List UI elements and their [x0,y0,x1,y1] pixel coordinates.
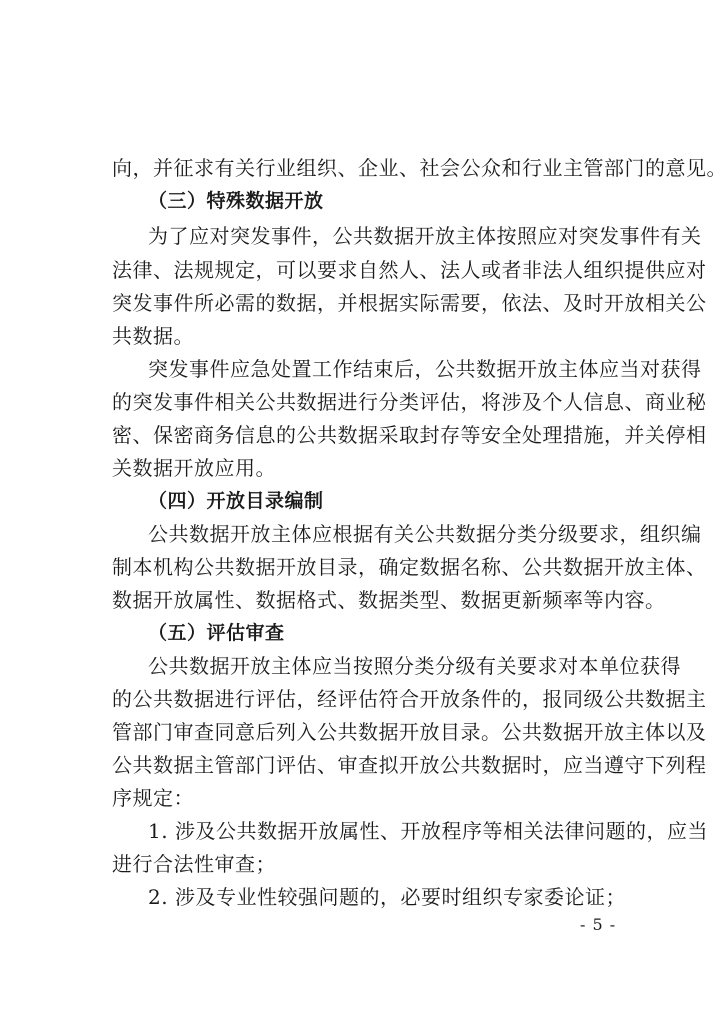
text-line: 共数据。 [112,324,194,348]
text-line: 密、保密商务信息的公共数据采取封存等安全处理措施，并关停相 [112,423,707,447]
text-line: 的公共数据进行评估，经评估符合开放条件的，报同级公共数据主 [112,687,707,711]
text-line: 进行合法性审查； [112,852,276,876]
text-line: 序规定： [112,786,194,810]
text-line: 1. 涉及公共数据开放属性、开放程序等相关法律问题的，应当 [148,819,708,843]
text-line: 制本机构公共数据开放目录，确定数据名称、公共数据开放主体、 [112,555,707,579]
text-line: 突发事件应急处置工作结束后，公共数据开放主体应当对获得 [148,357,702,381]
text-line: 管部门审查同意后列入公共数据开放目录。公共数据开放主体以及 [112,720,707,744]
text-line: 公共数据主管部门评估、审查拟开放公共数据时，应当遵守下列程 [112,753,707,777]
text-line: 数据开放属性、数据格式、数据类型、数据更新频率等内容。 [112,588,666,612]
section-heading: （三）特殊数据开放 [148,190,324,212]
text-line: 公共数据开放主体应根据有关公共数据分类分级要求，组织编 [148,522,702,546]
text-line: 向，并征求有关行业组织、企业、社会公众和行业主管部门的意见。 [112,156,727,180]
text-line: 的突发事件相关公共数据进行分类评估，将涉及个人信息、商业秘 [112,390,707,414]
page-number: - 5 - [580,915,617,934]
text-line: 2. 涉及专业性较强问题的，必要时组织专家委论证； [148,885,626,909]
text-line: 公共数据开放主体应当按照分类分级有关要求对本单位获得 [148,654,681,678]
section-heading: （四）开放目录编制 [148,490,324,512]
text-line: 关数据开放应用。 [112,456,276,480]
text-line: 法律、法规规定，可以要求自然人、法人或者非法人组织提供应对 [112,258,707,282]
section-heading: （五）评估审查 [148,622,285,644]
text-line: 为了应对突发事件，公共数据开放主体按照应对突发事件有关 [148,224,702,248]
text-line: 突发事件所必需的数据，并根据实际需要，依法、及时开放相关公 [112,291,707,315]
